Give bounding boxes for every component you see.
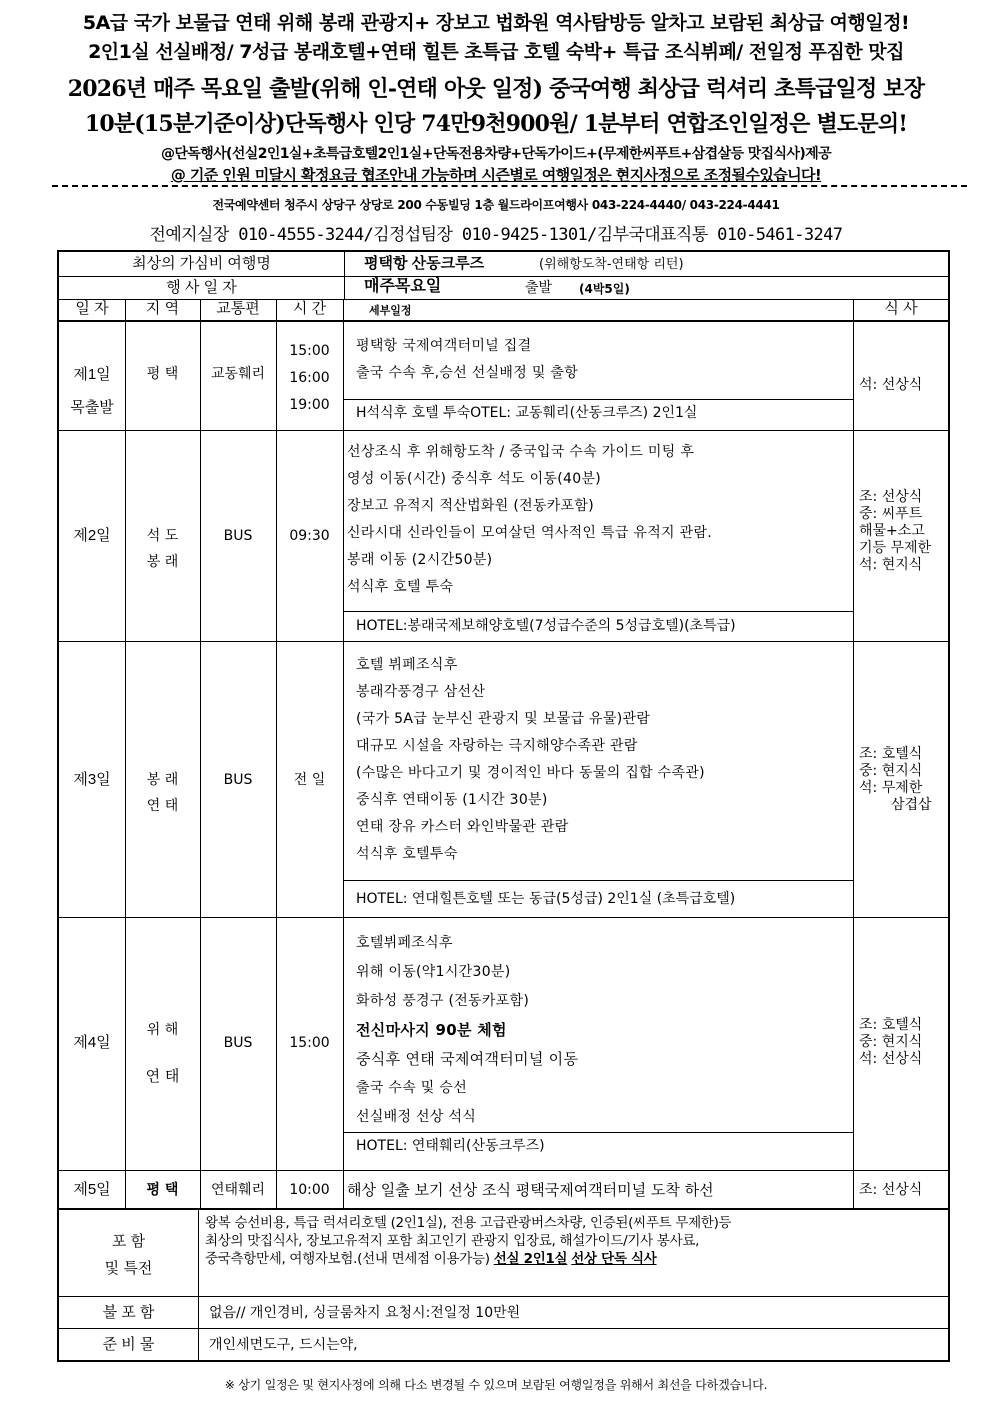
hline bbox=[343, 611, 853, 612]
day4-region-2: 연 태 bbox=[145, 1067, 180, 1085]
day3-hotel: HOTEL: 연대힐튼호텔 또는 동급(5성급) 2인1실 (초특급호텔) bbox=[356, 891, 736, 907]
schedule-line: 평택항 국제여객터미널 집결 bbox=[356, 338, 532, 354]
meal-line: 석: 선상식 bbox=[859, 377, 923, 393]
vline bbox=[198, 1208, 199, 1362]
exclude-text: 없음// 개인경비, 싱글룸차지 요청시:전일정 10만원 bbox=[209, 1305, 521, 1321]
hline bbox=[59, 917, 948, 918]
col-transport: 교통편 bbox=[216, 300, 260, 317]
meal-line: 해물+소고 bbox=[859, 523, 925, 539]
day1-meals bbox=[859, 377, 922, 394]
date-value: 매주목요일 bbox=[364, 278, 442, 295]
footnote: ※ 상기 일정은 및 현지사정에 의해 다소 변경될 수 있으며 보람된 여행일정을 위해서 최선을 다하겠습니다. bbox=[224, 1378, 768, 1392]
day5-transport: 연태훼리 bbox=[210, 1182, 266, 1198]
trip-name: 평택항 산동크루즈 bbox=[364, 255, 485, 272]
day3-time: 전 일 bbox=[293, 772, 326, 788]
meal-line: 기등 무제한 bbox=[859, 540, 932, 556]
schedule-line: 봉래 이동 (2시간50분) bbox=[347, 552, 493, 568]
depart-label: 출발 bbox=[525, 280, 553, 296]
notice-text: @ 기준 인원 미달시 확정요금 협조안내 가능하며 시즌별로 여행일정은 현지사정으로 조정될수있습니다! bbox=[170, 166, 822, 184]
hline bbox=[59, 430, 948, 431]
day2-transport: BUS bbox=[223, 528, 253, 544]
day2-schedule bbox=[347, 439, 712, 601]
hline bbox=[343, 880, 853, 881]
schedule-line: 선실배정 선상 석식 bbox=[356, 1109, 477, 1125]
dashed-divider bbox=[52, 185, 967, 187]
schedule-line: (수많은 바다고기 및 경이적인 바다 동물의 집합 수족관) bbox=[356, 765, 705, 781]
schedule-line: 중식후 연태이동 (1시간 30분) bbox=[356, 792, 548, 808]
meal-line: 석: 무제한 bbox=[859, 780, 923, 796]
depart-length: (4박5일) bbox=[579, 282, 630, 296]
schedule-line: 봉래각풍경구 삼선산 bbox=[356, 684, 486, 700]
include-cabin: 선실 2인1실 bbox=[493, 1251, 568, 1267]
day2-region: 석 도 bbox=[146, 528, 179, 544]
day1-times bbox=[276, 338, 343, 419]
hline bbox=[343, 1132, 853, 1133]
day2-hotel: HOTEL:봉래국제보해양호텔(7성급수준의 5성급호텔)(초특급) bbox=[356, 618, 736, 634]
hline bbox=[59, 320, 948, 322]
vline bbox=[276, 300, 277, 1208]
col-day: 일 자 bbox=[75, 300, 109, 317]
hline bbox=[59, 641, 948, 642]
schedule-line: 연태 장유 카스터 와인박물관 관람 bbox=[356, 819, 569, 835]
include-label-1: 포 함 bbox=[111, 1233, 146, 1250]
trip-name-label: 최상의 가심비 여행명 bbox=[132, 255, 271, 272]
day5-time: 10:00 bbox=[289, 1182, 330, 1198]
day4-label: 제4일 bbox=[73, 1034, 111, 1051]
day4-schedule bbox=[356, 929, 578, 1132]
meal-line: 중: 씨푸트 bbox=[859, 506, 923, 522]
include-dining: 선상 단독 식사 bbox=[571, 1251, 657, 1267]
day1-transport: 교동훼리 bbox=[210, 366, 266, 382]
day3-region: 봉 래 bbox=[146, 772, 179, 788]
schedule-line: 영성 이동(시간) 중식후 석도 이동(40분) bbox=[347, 471, 601, 487]
day4-transport: BUS bbox=[223, 1035, 253, 1051]
headline-3: 2026년 매주 목요일 출발(위해 인-연태 아웃 일정) 중국여행 최상급 럭셔리 초특급일정 보장 bbox=[67, 76, 925, 102]
headline-price: 10분(15분기준이상)단독행사 인당 74만9천900원/ 1분부터 연합조인일정은 별도문의! bbox=[84, 111, 908, 137]
hline bbox=[343, 399, 853, 400]
prepare-label: 준 비 물 bbox=[102, 1336, 155, 1353]
day1-hotel: H석식후 호텔 투숙OTEL: 교동훼리(산동크루즈) 2인1실 bbox=[356, 405, 698, 421]
meal-line: 중: 현지식 bbox=[859, 1034, 923, 1050]
schedule-line: 선상조식 후 위해항도착 / 중국입국 수속 가이드 미팅 후 bbox=[347, 444, 695, 460]
col-time: 시 간 bbox=[292, 300, 327, 317]
schedule-line: 위해 이동(약1시간30분) bbox=[356, 964, 511, 980]
date-label: 행 사 일 자 bbox=[166, 279, 237, 296]
day5-schedule: 해상 일출 보기 선상 조식 평택국제여객터미널 도착 하선 bbox=[347, 1181, 714, 1199]
col-meal: 식 사 bbox=[884, 300, 918, 317]
hline bbox=[59, 1328, 948, 1329]
vline bbox=[200, 300, 201, 1208]
hline bbox=[59, 276, 948, 277]
include-text bbox=[205, 1214, 731, 1268]
meal-line: 조: 호텔식 bbox=[859, 746, 923, 762]
meal-line: 삼겹삽 bbox=[891, 797, 932, 813]
day1-region: 평 택 bbox=[146, 366, 179, 382]
schedule-line: 중식후 연태 국제여객터미널 이동 bbox=[356, 1050, 579, 1068]
col-region: 지 역 bbox=[145, 300, 180, 317]
day1-time-3: 19:00 bbox=[289, 397, 330, 413]
hline bbox=[59, 1208, 948, 1210]
day4-meals bbox=[859, 1017, 922, 1068]
day3-label: 제3일 bbox=[73, 771, 111, 788]
day1-schedule bbox=[356, 333, 578, 387]
day5-meals: 조: 선상식 bbox=[859, 1182, 923, 1198]
trip-name-sub: (위해항도착-연태항 리턴) bbox=[539, 257, 684, 272]
schedule-line: 호텔 뷔페조식후 bbox=[356, 657, 458, 673]
meal-line: 조: 선상식 bbox=[859, 489, 923, 505]
day1-time-2: 16:00 bbox=[289, 370, 330, 386]
day4-time: 15:00 bbox=[289, 1035, 330, 1051]
schedule-line: 출국 수속 및 승선 bbox=[356, 1080, 468, 1096]
meal-line: 조: 호텔식 bbox=[859, 1017, 923, 1033]
day3-region-2: 연 태 bbox=[146, 798, 179, 814]
schedule-line: 신라시대 신라인들이 모여살던 역사적인 특급 유적지 관람. bbox=[347, 525, 713, 541]
day4-hotel: HOTEL: 연태훼리(산동크루즈) bbox=[356, 1138, 545, 1154]
day1-sub: 목출발 bbox=[70, 399, 114, 416]
day2-label: 제2일 bbox=[73, 527, 111, 544]
day1-time-1: 15:00 bbox=[289, 343, 330, 359]
day3-transport: BUS bbox=[223, 772, 253, 788]
itinerary-table bbox=[57, 250, 950, 1362]
schedule-line: 출국 수속 후,승선 선실배정 및 출항 bbox=[356, 365, 579, 381]
meal-line: 석: 현지식 bbox=[859, 557, 923, 573]
exclude-label: 불 포 함 bbox=[102, 1304, 155, 1321]
schedule-line: 장보고 유적지 적산법화원 (전동카포함) bbox=[347, 498, 594, 514]
vline bbox=[343, 300, 344, 1208]
headline-1: 5A급 국가 보물급 연태 위해 봉래 관광지+ 장보고 법화원 역사탐방등 알차고 보람된 최상급 여행일정! bbox=[82, 12, 910, 34]
meal-line: 중: 현지식 bbox=[859, 763, 923, 779]
day4-region: 위 해 bbox=[146, 1022, 179, 1038]
day2-region-2: 봉 래 bbox=[146, 554, 179, 570]
schedule-line: 화하성 풍경구 (전동카포함) bbox=[356, 993, 530, 1009]
headline-notice bbox=[0, 164, 992, 185]
schedule-line: 석식후 호텔 투숙 bbox=[347, 579, 454, 595]
hline bbox=[59, 1296, 948, 1297]
include-label-2: 및 특전 bbox=[104, 1260, 153, 1277]
meal-line: 석: 선상식 bbox=[859, 1051, 923, 1067]
col-detail: 세부일정 bbox=[369, 304, 412, 317]
schedule-line: (국가 5A급 눈부신 관광지 및 보물급 유물)관람 bbox=[356, 711, 651, 727]
include-line-3-text: 중국측항만세, 여행자보험.(선내 면세점 이용가능) bbox=[205, 1251, 490, 1267]
day5-label: 제5일 bbox=[73, 1181, 111, 1198]
schedule-line: 호텔뷔페조식후 bbox=[356, 935, 453, 951]
day3-meals bbox=[859, 746, 932, 814]
schedule-line: 석식후 호텔투숙 bbox=[356, 846, 458, 862]
prepare-text: 개인세면도구, 드시는약, bbox=[209, 1337, 358, 1353]
schedule-line: 대규모 시설을 자랑하는 극지해양수족관 관람 bbox=[356, 738, 638, 754]
office-info: 전국예약센터 청주시 상당구 상당로 200 수동빌딩 1층 월드라이프여행사 043-224-4440/ 043-224-4441 bbox=[212, 198, 780, 212]
contact-info: 전예지실장 010-4555-3244/김정섭팀장 010-9425-1301/김부국대표직통 010-5461-3247 bbox=[149, 225, 843, 245]
include-line-2: 최상의 맛집식사, 장보고유적지 포함 최고인기 관광지 입장료, 해설가이드/기사 봉사료, bbox=[205, 1233, 700, 1249]
day2-meals bbox=[859, 489, 931, 574]
vline bbox=[853, 300, 854, 1208]
hline bbox=[59, 1170, 948, 1171]
headline-2: 2인1실 선실배정/ 7성급 봉래호텔+연태 힐튼 초특급 호텔 숙박+ 특급 조식뷔페/ 전일정 푸짐한 맛집 bbox=[88, 41, 904, 63]
day3-schedule bbox=[356, 652, 705, 868]
day1-label: 제1일 bbox=[73, 366, 111, 383]
day5-region: 평 택 bbox=[146, 1182, 179, 1198]
day2-time: 09:30 bbox=[289, 528, 330, 544]
schedule-line: 전신마사지 90분 체험 bbox=[356, 1021, 507, 1039]
include-line-1: 왕복 승선비용, 특급 럭셔리호텔 (2인1실), 전용 고급관광버스차량, 인증된(씨푸트 무제한)등 bbox=[205, 1215, 732, 1231]
include-line-3 bbox=[205, 1250, 731, 1268]
headline-exclusive: @단독행사(선실2인1실+초특급호텔2인1실+단독전용차량+단독가이드+(무제한씨푸트+삼겹살등 맛집식사)제공 bbox=[160, 146, 832, 162]
